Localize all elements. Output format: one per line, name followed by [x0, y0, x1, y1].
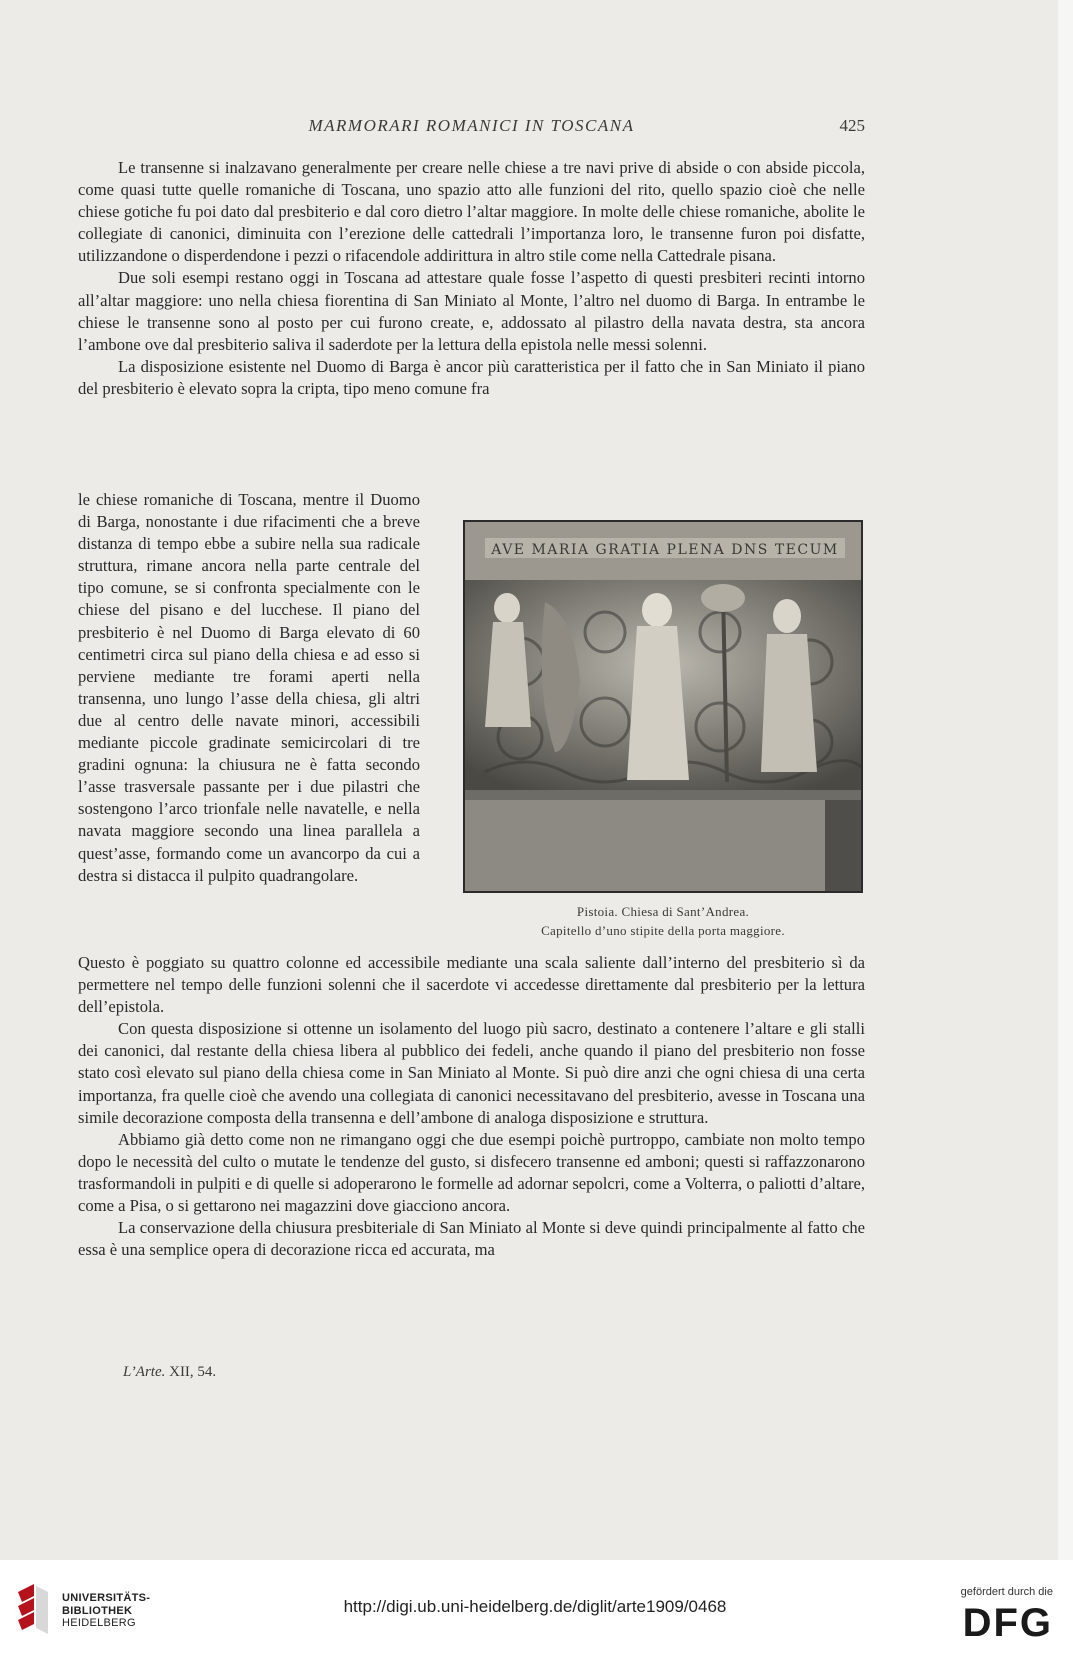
- capital-photograph: [463, 520, 863, 893]
- paragraph-pulpito: Questo è poggiato su quattro colonne ed accessibile mediante una scala saliente dall’interno del presbiterio sì da permettere nel tempo delle funzioni solenni che il sacerdote vi accedesse direttamente dal presbiterio per la lettura dell’epistola.: [78, 953, 865, 1017]
- sponsor-label: gefördert durch die: [960, 1586, 1053, 1598]
- library-name-line2: BIBLIOTHEK: [62, 1604, 133, 1617]
- library-name-line3: HEIDELBERG: [62, 1617, 136, 1629]
- running-title: MARMORARI ROMANICI IN TOSCANA: [308, 116, 635, 135]
- capital-base: [465, 790, 861, 891]
- signature-volume: XII, 54.: [169, 1364, 217, 1380]
- library-name: [62, 1592, 150, 1630]
- body-text-bottom: [78, 952, 865, 1261]
- page-header: [78, 116, 865, 142]
- permalink-url[interactable]: http://digi.ub.uni-heidelberg.de/diglit/arte1909/0468: [343, 1597, 727, 1616]
- signature-mark: [123, 1364, 216, 1381]
- paragraph-due-soli-esempi: Due soli esempi restano oggi in Toscana ad attestare quale fosse l’aspetto di questi presbiteri recinti intorno all’altar maggiore: uno nella chiesa fiorentina di San Miniato al Monte, l’altro nel duomo di Barga. In entrambe le chiese le transenne sono al posto per cui furono create, e, addossato al pilastro della navata destra, sta ancora l’ambone ove dal presbiterio saliva il saderdote per la lettura della epistola nelle messi solenni.: [78, 268, 865, 354]
- inscription-text: AVE MARIA GRATIA PLENA DNS TECUM: [491, 542, 839, 558]
- library-name-line1: UNIVERSITÄTS-: [62, 1592, 151, 1604]
- paragraph-isolamento: Con questa disposizione si ottenne un isolamento del luogo più sacro, destinato a contenere l’altare e gli stalli dei canonici, dal restante della chiesa libera al pubblico dei fedeli, anche quando il piano del presbiterio non fosse stato così elevato sul piano della chiesa come in San Miniato al Monte. Si può dire anzi che ogni chiesa di una certa importanza, fra quelle cioè che avendo una collegiata di canonici necessitavano del presbiterio, avesse in Toscana una simile decorazione composta della transenna e dell’ambone di analoga disposizione e struttura.: [78, 1019, 865, 1127]
- body-text-beside-figure: [78, 489, 420, 887]
- page-number: 425: [839, 116, 865, 135]
- paragraph-conservazione: La conservazione della chiusura presbiteriale di San Miniato al Monte si deve quindi principalmente al fatto che essa è una semplice opera di decorazione ricca ed accurata, ma: [78, 1218, 865, 1260]
- dfg-logo: DFG: [962, 1601, 1053, 1645]
- capital-relief-illustration: [465, 522, 861, 891]
- university-library-logo-icon: [12, 1582, 52, 1636]
- paragraph-disposizione-barga: La disposizione esistente nel Duomo di Barga è ancor più caratteristica per il fatto che in San Miniato il piano del presbiterio è elevato sopra la cripta, tipo meno comune fra: [78, 356, 865, 398]
- paragraph-due-esempi: Abbiamo già detto come non ne rimangano oggi che due esempi poichè purtroppo, cambiate non molto tempo dopo le necessità del culto o mutate le tendenze del gusto, si disfecero transenne ed amboni; questi si raffazzonarono trasformandoli in pulpiti e di quelle si adoperarono le formelle ad adornar sepolcri, come a Volterra, o paliotti d’altare, come a Pisa, o si gettarono nei magazzini dove giacciono ancora.: [78, 1129, 865, 1216]
- page-edge: [1058, 0, 1073, 1560]
- figure-caption: [463, 902, 863, 940]
- caption-description: Capitello d’uno stipite della porta maggiore.: [541, 923, 785, 938]
- caption-location: Pistoia. Chiesa di Sant’Andrea.: [576, 904, 750, 919]
- signature-journal: L’Arte.: [123, 1364, 166, 1380]
- paragraph-transenne: Le transenne si inalzavano generalmente per creare nelle chiese a tre navi prive di abside o con abside piccola, come quasi tutte quelle romaniche di Toscana, uno spazio atto alle funzioni del rito, quello spazio cioè che nelle chiese gotiche fu poi dato dal presbiterio e dal coro dietro l’altar maggiore. In molte delle chiese romaniche, abolite le collegiate di canonici, diminuita con l’erezione delle cattedrali l’importanza loro, le transenne furon poi disfatte, utilizzandone o disperdendone i pezzi o rifacendole addirittura in altro stile come nella Cattedrale pisana.: [78, 158, 865, 266]
- digitization-footer: [0, 1560, 1073, 1657]
- body-text-top: [78, 157, 865, 400]
- paragraph-continued: le chiese romaniche di Toscana, mentre il Duomo di Barga, nonostante i due rifacimenti che a breve distanza di tempo ebbe a subire nella sua radicale struttura, rimane ancora nella parte centrale del tipo comune, se si confronta specialmente con le chiese del pisano e del lucchese. Il piano del presbiterio è nel Duomo di Barga elevato di 60 centimetri circa sul piano della chiesa e ad esso si perviene mediante tre forami aperti nella transenna, uno lungo l’asse della chiesa, gli altri due al centro delle navate minori, accessibili mediante piccole gradinate semicircolari di tre gradini ognuna: la chiusura ne è fatta secondo l’asse trasversale passante per i due pilastri che sostengono l’arco trionfale nelle navatelle, e nella navata maggiore secondo una linea parallela a quest’asse, formando come un avancorpo da cui a destra si distacca il pulpito quadrangolare.: [78, 490, 420, 885]
